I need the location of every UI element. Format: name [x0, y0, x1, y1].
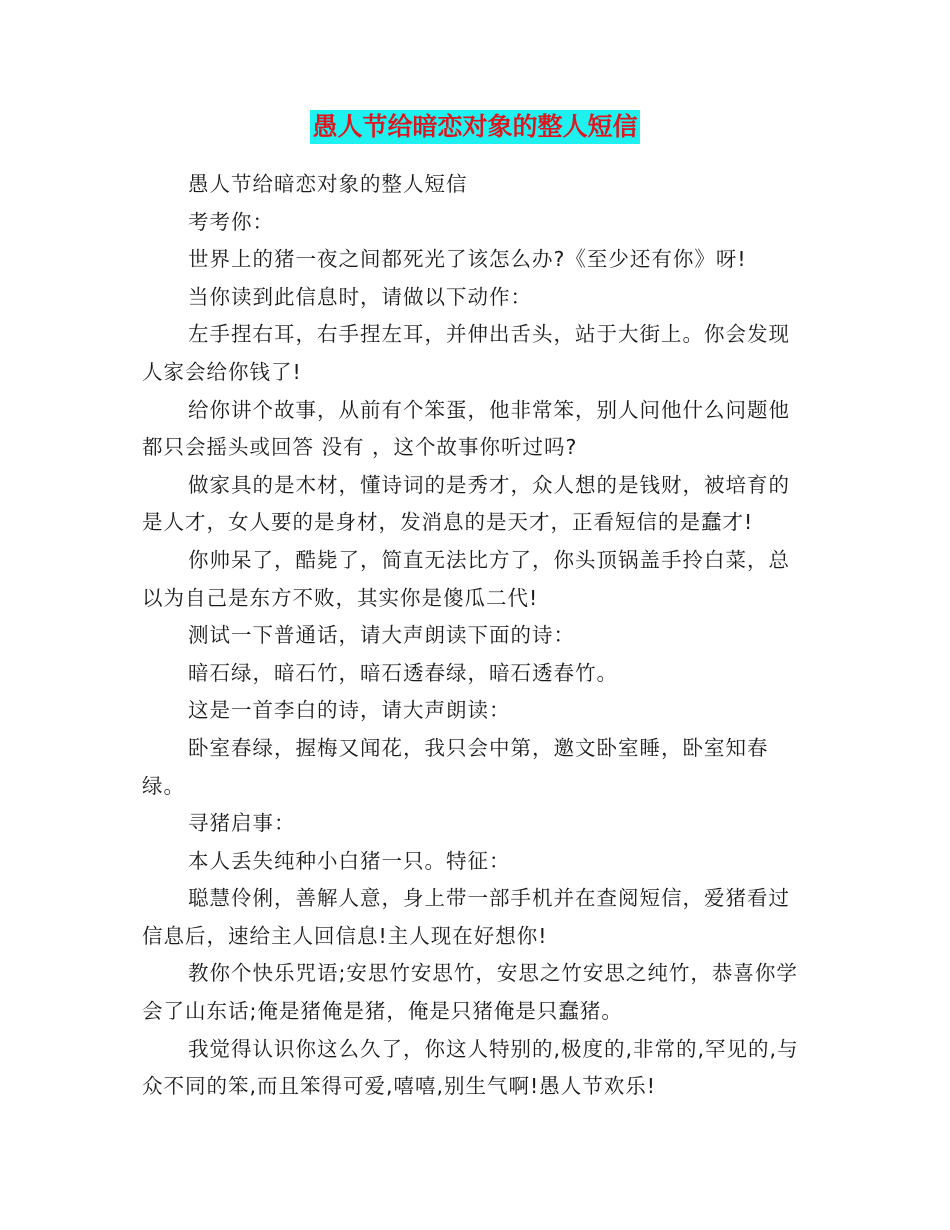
- paragraph-lost-pig-title: 寻猪启事：: [188, 811, 296, 836]
- paragraph-cai-joke: 做家具的是木材，懂诗词的是秀才，众人想的是钱财，被培育的是人才，女人要的是身材，发消息的是天才，正看短信的是蠢才!: [142, 472, 790, 535]
- paragraph-closing: 我觉得认识你这么久了，你这人特别的,极度的,非常的,罕见的,与众不同的笨,而且笨得可爱,嘻嘻,别生气啊!愚人节欢乐!: [142, 1036, 799, 1099]
- paragraph-tongue-twister: 暗石绿，暗石竹，暗石透春绿，暗石透春竹。: [188, 660, 618, 685]
- paragraph-magic-spell: 教你个快乐咒语;安思竹安思竹，安思之竹安思之纯竹，恭喜你学会了山东话;俺是猪俺是猪，俺是只猪俺是只蠢猪。: [142, 961, 798, 1024]
- paragraph-quiz-intro: 考考你：: [188, 209, 274, 234]
- paragraph-lost-pig-traits: 聪慧伶俐，善解人意，身上带一部手机并在查阅短信，爱猪看过信息后，速给主人回信息!主人现在好想你!: [142, 886, 790, 948]
- paragraph-libai-intro: 这是一首李白的诗，请大声朗读：: [188, 698, 511, 723]
- document-body: [142, 166, 810, 1106]
- title-container: [0, 110, 950, 144]
- paragraph-lost-pig-intro: 本人丢失纯种小白猪一只。特征：: [188, 848, 511, 873]
- document-title: 愚人节给暗恋对象的整人短信: [310, 110, 639, 144]
- paragraph-pig-question: 世界上的猪一夜之间都死光了该怎么办?《至少还有你》呀!: [188, 247, 747, 272]
- paragraph-handsome-joke: 你帅呆了，酷毙了，简直无法比方了，你头顶锅盖手拎白菜，总以为自己是东方不败，其实你是傻瓜二代!: [142, 547, 790, 610]
- paragraph-heading-repeat: 愚人节给暗恋对象的整人短信: [188, 172, 468, 196]
- paragraph-action-intro: 当你读到此信息时，请做以下动作：: [188, 284, 532, 309]
- paragraph-story-joke: 给你讲个故事，从前有个笨蛋，他非常笨，别人问他什么问题他都只会摇头或回答 没有 ，这个故事你听过吗?: [142, 397, 790, 460]
- paragraph-ear-joke: 左手捏右耳，右手捏左耳，并伸出舌头，站于大街上。你会发现人家会给你钱了!: [142, 322, 790, 384]
- paragraph-libai-poem: 卧室春绿，握梅又闻花，我只会中第，邀文卧室睡，卧室知春绿。: [142, 735, 769, 798]
- paragraph-mandarin-test: 测试一下普通话，请大声朗读下面的诗：: [188, 623, 575, 648]
